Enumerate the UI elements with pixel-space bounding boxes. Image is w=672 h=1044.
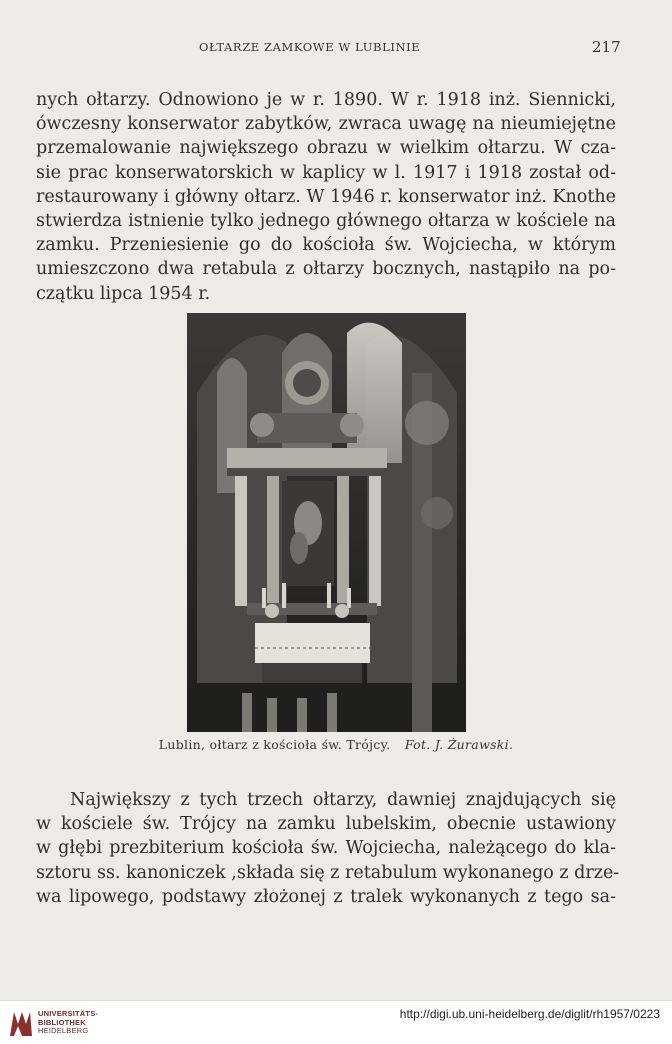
paragraph-2 bbox=[36, 788, 620, 909]
page-number: 217 bbox=[592, 38, 621, 56]
university-library-logo-icon bbox=[8, 1010, 34, 1038]
library-name bbox=[38, 1010, 98, 1036]
running-title: OŁTARZE ZAMKOWE W LUBLINIE bbox=[199, 40, 421, 54]
source-url-link[interactable]: http://digi.ub.uni-heidelberg.de/diglit/rh1957/0223 bbox=[399, 1007, 660, 1021]
text-line: w kościele św. Trójcy na zamku lubelskim, obecnie ustawiony bbox=[36, 814, 616, 835]
library-name-line: BIBLIOTHEK bbox=[38, 1017, 86, 1027]
text-line: czątku lipca 1954 r. bbox=[36, 283, 211, 304]
text-line: w głębi prezbiterium kościoła św. Wojciecha, należącego do kla- bbox=[36, 838, 616, 859]
caption-text: Lublin, ołtarz z kościoła św. Trójcy. bbox=[158, 737, 391, 752]
text-line: ówczesny konserwator zabytków, zwraca uwagę na nieumiejętne bbox=[36, 114, 616, 135]
altar-photograph bbox=[187, 313, 466, 732]
text-line: sztoru ss. kanoniczek ,składa się z retabulum wykonanego z drze- bbox=[36, 862, 620, 883]
text-line: restaurowany i główny ołtarz. W 1946 r. konserwator inż. Knothe bbox=[36, 186, 616, 207]
photo-credit: Fot. J. Żurawski. bbox=[404, 737, 514, 752]
figure-caption bbox=[0, 737, 672, 752]
library-name-line: HEIDELBERG bbox=[38, 1026, 89, 1035]
text-line: nych ołtarzy. Odnowiono je w r. 1890. W r. 1918 inż. Siennicki, bbox=[36, 90, 616, 110]
text-line: wa lipowego, podstawy złożonej z tralek wykonanych z tego sa- bbox=[36, 886, 616, 907]
text-line: sie prac konserwatorskich w kaplicy w l. 1917 i 1918 został od- bbox=[36, 162, 616, 183]
running-head bbox=[0, 40, 672, 60]
text-line: stwierdza istnienie tylko jednego głównego ołtarza w kościele na bbox=[36, 211, 616, 232]
text-line: umieszczono dwa retabula z ołtarzy bocznych, nastąpiło na po- bbox=[36, 259, 616, 280]
text-line: przemalowanie największego obrazu w wielkim ołtarzu. W cza- bbox=[36, 138, 616, 159]
paragraph-1 bbox=[36, 88, 616, 306]
altar-photograph-image bbox=[187, 313, 466, 732]
library-name-line: UNIVERSITÄTS- bbox=[38, 1009, 99, 1018]
text-line: zamku. Przeniesienie go do kościoła św. Wojciecha, w którym bbox=[36, 235, 616, 256]
digitization-footer bbox=[0, 1000, 672, 1044]
text-line: Największy z tych trzech ołtarzy, dawniej znajdujących się bbox=[70, 790, 616, 810]
